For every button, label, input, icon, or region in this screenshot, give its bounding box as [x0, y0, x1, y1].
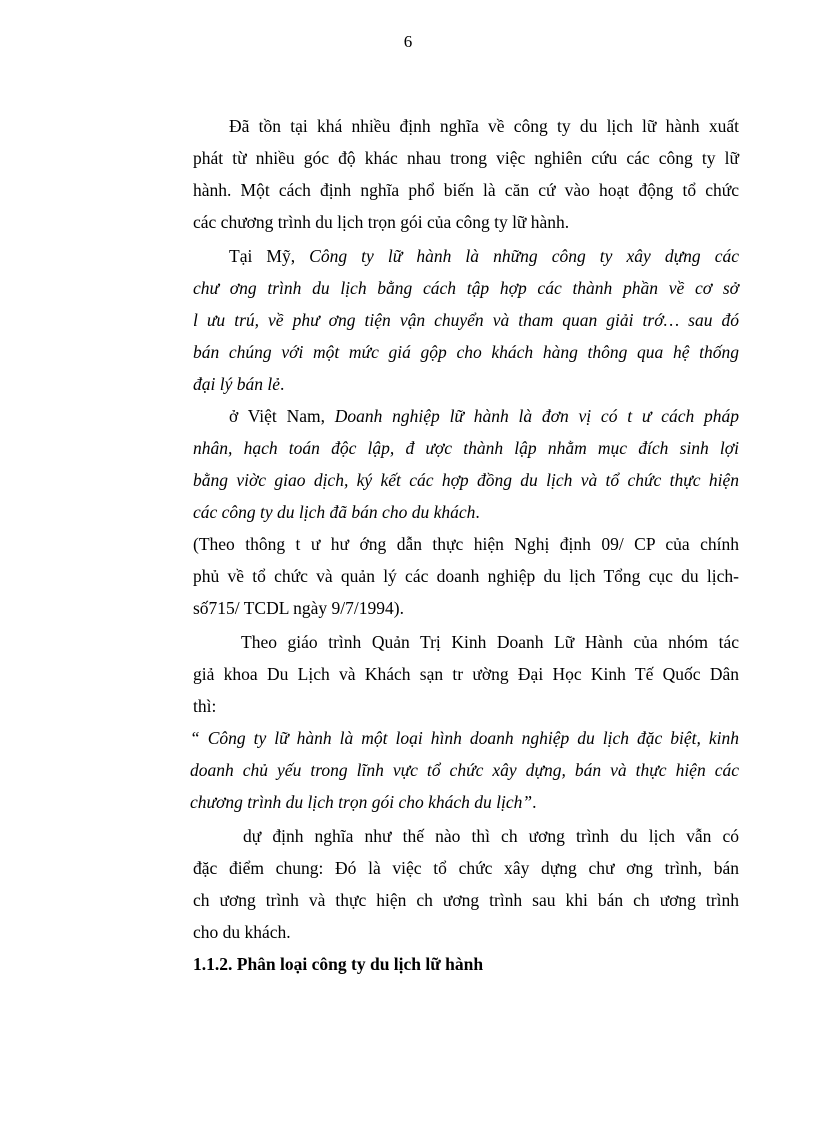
italic-text: đại lý bán lẻ	[193, 374, 280, 394]
text-line: l ưu trú, về phư ơng tiện vận chuyển và tham quan giải trớ… sau đó	[193, 310, 739, 330]
paragraph-us-definition	[193, 240, 739, 400]
document-body	[190, 110, 739, 980]
text-prefix: Tại Mỹ,	[229, 246, 310, 266]
text-line: thì:	[193, 696, 217, 716]
italic-text: Doanh nghiệp lữ hành là đơn vị có t ư cách pháp	[334, 406, 739, 426]
text-line: chư ơng trình du lịch bằng cách tập hợp các thành phần về cơ sở	[193, 278, 739, 298]
text-line	[190, 786, 739, 818]
text-line: ch ương trình và thực hiện ch ương trình sau khi bán ch ương trình	[193, 890, 739, 910]
text-line: doanh chủ yếu trong lĩnh vực tổ chức xây dựng, bán và thực hiện các	[190, 760, 739, 780]
text-suffix: .	[532, 792, 537, 812]
text-line	[193, 496, 739, 528]
text-line: đặc điểm chung: Đó là việc tổ chức xây dựng chư ơng trình, bán	[193, 858, 739, 878]
text-line: số715/ TCDL ngày 9/7/1994).	[193, 598, 404, 618]
text-line: (Theo thông t ư hư ớng dẫn thực hiện Nghị định 09/ CP của chính	[193, 534, 739, 554]
paragraph-common-features	[193, 820, 739, 948]
text-line: cho du khách.	[193, 922, 291, 942]
paragraph-quote	[190, 722, 739, 818]
text-line: bán chúng với một mức giá gộp cho khách hàng thông qua hệ thống	[193, 342, 739, 362]
paragraph-definition-intro	[193, 110, 739, 238]
text-line: nhân, hạch toán độc lập, đ ược thành lập nhằm mục đích sinh lợi	[193, 438, 739, 458]
text-line: giả khoa Du Lịch và Khách sạn tr ường Đại Học Kinh Tế Quốc Dân	[193, 664, 739, 684]
text-line: Theo giáo trình Quản Trị Kinh Doanh Lữ Hành của nhóm tác	[241, 632, 739, 652]
text-line: Đã tồn tại khá nhiều định nghĩa về công ty du lịch lữ hành xuất	[229, 116, 739, 136]
italic-text: các công ty du lịch đã bán cho du khách	[193, 502, 476, 522]
italic-text: Công ty lữ hành là những công ty xây dựng các	[309, 246, 739, 266]
text-line: phủ về tổ chức và quản lý các doanh nghiệp du lịch Tổng cục du lịch-	[193, 566, 739, 586]
paragraph-vietnam-definition	[193, 400, 739, 528]
italic-text: chương trình du lịch trọn gói cho khách du lịch”	[190, 792, 533, 812]
text-line: dự định nghĩa như thế nào thì ch ương trình du lịch vẫn có	[243, 826, 739, 846]
text-line: các chương trình du lịch trọn gói của công ty lữ hành.	[193, 212, 570, 232]
text-line	[193, 240, 739, 272]
text-line: “ Công ty lữ hành là một loại hình doanh nghiệp du lịch đặc biệt, kinh	[190, 728, 739, 748]
text-line	[193, 368, 739, 400]
text-prefix: ở Việt Nam,	[229, 406, 335, 426]
page-number: 6	[403, 32, 413, 51]
text-line: hành. Một cách định nghĩa phổ biến là căn cứ vào hoạt động tổ chức	[193, 180, 739, 200]
section-heading: 1.1.2. Phân loại công ty du lịch lữ hành	[193, 954, 484, 974]
text-line: phát từ nhiều góc độ khác nhau trong việc nghiên cứu các công ty lữ	[193, 148, 739, 168]
paragraph-citation	[193, 528, 739, 624]
text-line	[193, 400, 739, 432]
text-suffix: .	[280, 374, 285, 394]
paragraph-textbook-reference	[193, 626, 739, 722]
text-suffix: .	[475, 502, 480, 522]
text-line: bằng viờc giao dịch, ký kết các hợp đồng du lịch và tổ chức thực hiện	[193, 470, 739, 490]
